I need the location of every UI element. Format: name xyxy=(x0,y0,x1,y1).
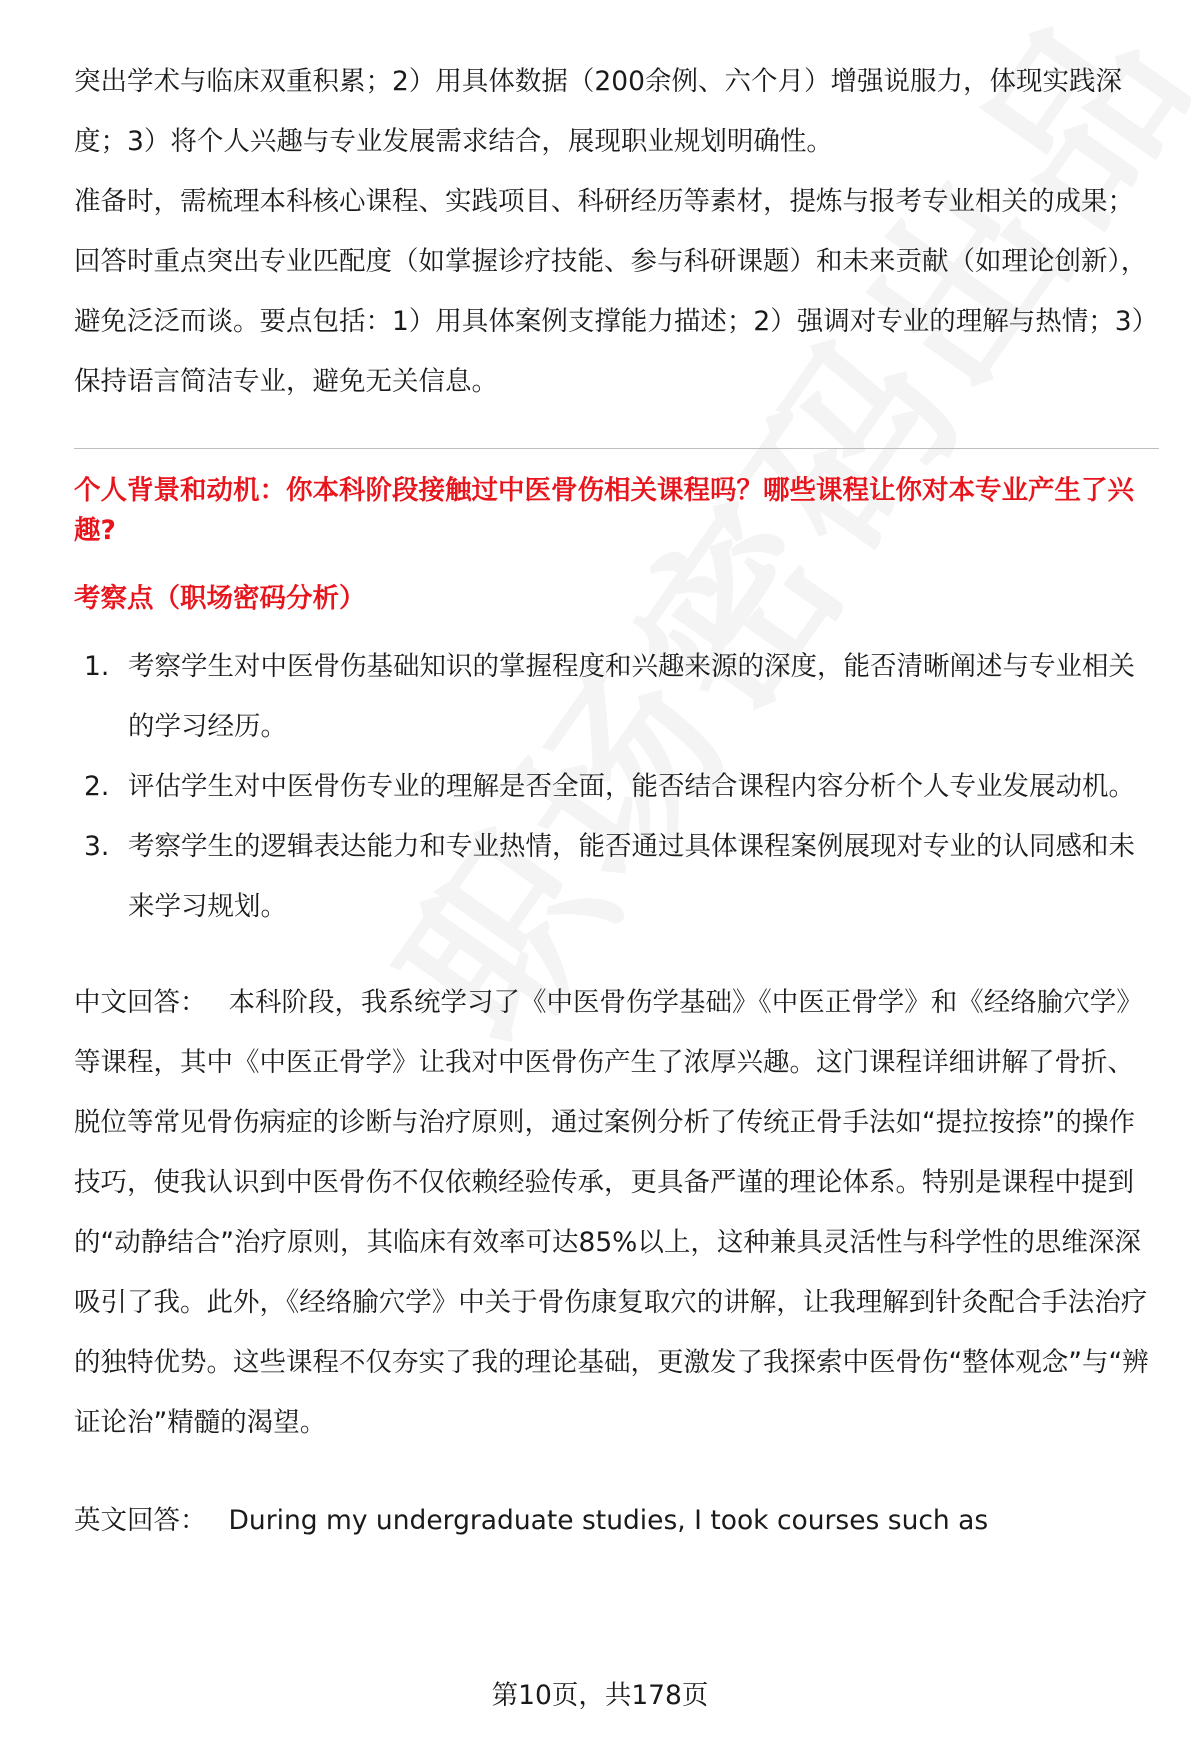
intro-paragraph-2: 准备时，需梳理本科核心课程、实践项目、科研经历等素材，提炼与报考专业相关的成果；回答时重点突出专业匹配度（如掌握诊疗技能、参与科研课题）和未来贡献（如理论创新），避免泛泛而谈。要点包括：1）用具体案例支撑能力描述；2）强调对专业的理解与热情；3）保持语言简洁专业，避免无关信息。 xyxy=(74,186,1159,397)
question-heading: 个人背景和动机：你本科阶段接触过中医骨伤相关课程吗？哪些课程让你对本专业产生了兴趣? xyxy=(74,475,1134,546)
assessment-item-text: 评估学生对中医骨伤专业的理解是否全面，能否结合课程内容分析个人专业发展动机。 xyxy=(128,771,1135,802)
chinese-answer-label: 中文回答： xyxy=(74,987,207,1018)
english-answer-label: 英文回答： xyxy=(74,1505,207,1536)
page-number-footer: 第10页，共178页 xyxy=(491,1680,709,1711)
assessment-item-number: 3. xyxy=(84,831,110,862)
assessment-item-number: 2. xyxy=(84,771,110,802)
assessment-item-number: 1. xyxy=(84,651,110,682)
assessment-item xyxy=(74,757,1159,817)
intro-paragraph-1: 突出学术与临床双重积累；2）用具体数据（200余例、六个月）增强说服力，体现实践深度；3）将个人兴趣与专业发展需求结合，展现职业规划明确性。 xyxy=(74,66,1122,157)
assessment-title: 考察点（职场密码分析） xyxy=(74,583,366,614)
assessment-item xyxy=(74,637,1159,757)
assessment-item xyxy=(74,817,1159,937)
section-divider xyxy=(74,448,1159,449)
chinese-answer xyxy=(74,973,1159,1453)
assessment-item-text: 考察学生的逻辑表达能力和专业热情，能否通过具体课程案例展现对专业的认同感和未来学习规划。 xyxy=(128,831,1135,922)
document-body xyxy=(74,52,1159,1551)
chinese-answer-text: 本科阶段，我系统学习了《中医骨伤学基础》《中医正骨学》和《经络腧穴学》等课程，其中《中医正骨学》让我对中医骨伤产生了浓厚兴趣。这门课程详细讲解了骨折、脱位等常见骨伤病症的诊断与治疗原则，通过案例分析了传统正骨手法如“提拉按捺”的操作技巧，使我认识到中医骨伤不仅依赖经验传承，更具备严谨的理论体系。特别是课程中提到的“动静结合”治疗原则，其临床有效率可达85%以上，这种兼具灵活性与科学性的思维深深吸引了我。此外，《经络腧穴学》中关于骨伤康复取穴的讲解，让我理解到针灸配合手法治疗的独特优势。这些课程不仅夯实了我的理论基础，更激发了我探索中医骨伤“整体观念”与“辨证论治”精髓的渴望。 xyxy=(74,987,1149,1438)
assessment-item-text: 考察学生对中医骨伤基础知识的掌握程度和兴趣来源的深度，能否清晰阐述与专业相关的学习经历。 xyxy=(128,651,1135,742)
english-answer-text: During my undergraduate studies, I took courses such as xyxy=(228,1505,989,1536)
assessment-list xyxy=(74,637,1159,937)
english-answer xyxy=(74,1491,1159,1551)
